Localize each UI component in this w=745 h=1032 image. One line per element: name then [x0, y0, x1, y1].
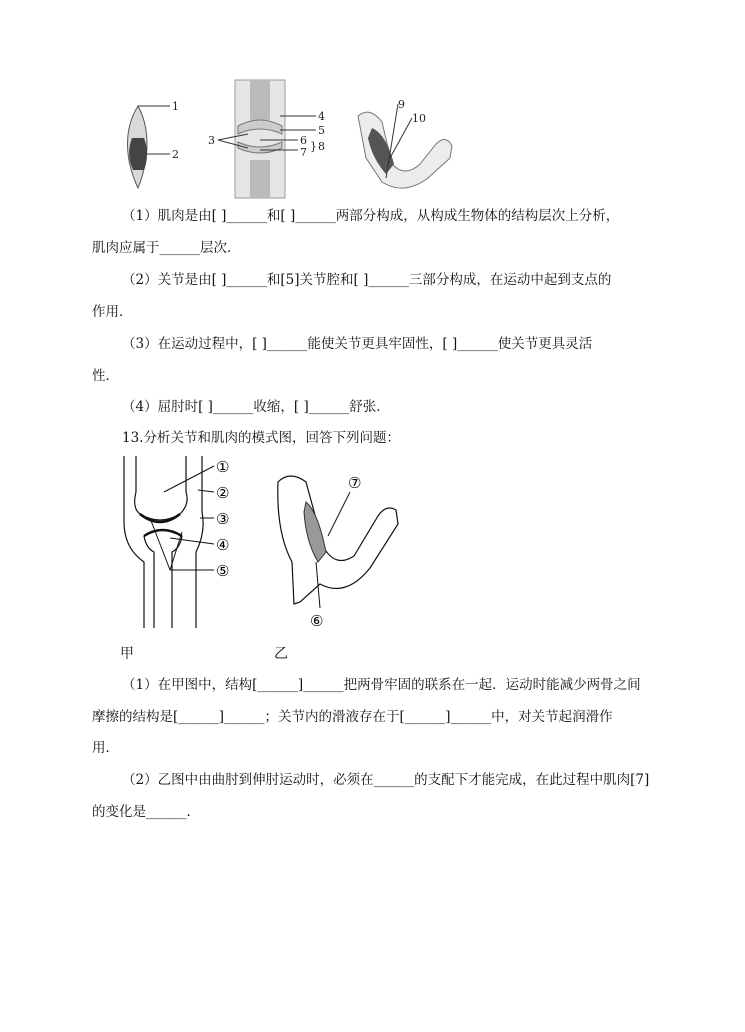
fig1-label-3: 3 — [208, 134, 215, 147]
q12-part2-line2: 作用． — [92, 304, 133, 320]
q12-part3-line1: （3）在运动过程中，[ ]______能使关节更具牢固性，[ ]______使关节更具灵活 — [122, 336, 593, 352]
q13-part1-line1: （1）在甲图中，结构[______]______把两骨牢固的联系在一起．运动时能减少两骨之间 — [122, 677, 641, 693]
q13-part2-line1: （2）乙图中由曲肘到伸肘运动时，必须在______的支配下才能完成，在此过程中肌肉[7] — [122, 772, 650, 788]
fig1-label-4: 4 — [318, 110, 325, 123]
fig1-brace: } — [310, 140, 317, 153]
joint-schematic-jia — [124, 456, 229, 628]
fig2-label-4: ④ — [216, 536, 230, 554]
figure-row-2 — [110, 452, 410, 632]
q12-part3-line2: 性． — [92, 368, 119, 384]
caption-jia: 甲 — [120, 646, 134, 662]
q12-part4-line1: （4）屈肘时[ ]______收缩，[ ]______舒张． — [122, 399, 390, 415]
fig2-label-5: ⑤ — [216, 562, 230, 580]
fig1-label-7: 7 — [300, 146, 307, 159]
joint-diagram — [208, 80, 325, 198]
q12-part1-line2: 肌肉应属于______层次． — [92, 240, 241, 256]
fig1-label-5: 5 — [318, 124, 325, 137]
fig1-label-2: 2 — [172, 148, 179, 161]
fig2-label-7: ⑦ — [348, 474, 362, 492]
q13-part1-line3: 用． — [92, 740, 119, 756]
fig1-label-9: 9 — [398, 98, 405, 111]
caption-yi: 乙 — [274, 646, 288, 662]
q12-part1-line1: （1）肌肉是由[ ]______和[ ]______两部分构成，从构成生物体的结构层次上分析， — [122, 208, 620, 224]
fig2-label-2: ② — [216, 484, 230, 502]
muscle-diagram — [128, 100, 180, 188]
arm-schematic-yi — [278, 474, 398, 630]
fig2-label-6: ⑥ — [310, 612, 324, 630]
fig2-label-3: ③ — [216, 510, 230, 528]
fig1-label-8: 8 — [318, 140, 325, 153]
q13-part1-line2: 摩擦的结构是[______]______；关节内的滑液存在于[______]______中，对关节起润滑作 — [92, 709, 613, 725]
fig2-label-1: ① — [216, 458, 230, 476]
fig1-label-1: 1 — [172, 100, 179, 113]
fig1-label-6: 6 — [300, 134, 307, 147]
fig1-label-10: 10 — [412, 112, 426, 125]
figure-row-1 — [120, 78, 460, 200]
arm-diagram — [358, 98, 452, 188]
q13-title: 13.分析关节和肌肉的模式图，回答下列问题： — [122, 430, 400, 446]
q12-part2-line1: （2）关节是由[ ]______和[5]关节腔和[ ]______三部分构成，在运动中起到支点的 — [122, 272, 612, 288]
q13-part2-line2: 的变化是______． — [92, 804, 200, 820]
